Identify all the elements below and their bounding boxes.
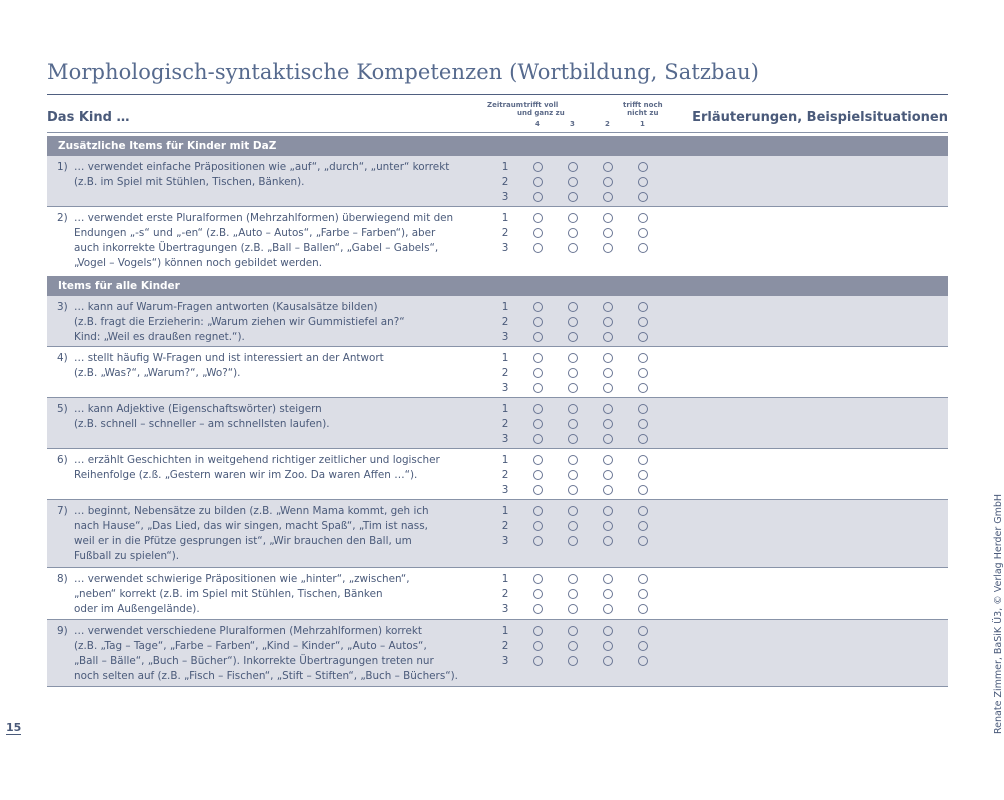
item-description: … verwendet einfache Präpositionen wie „auf“, „durch“, „unter“ korrekt (z.B. im Spiel mit Stühlen, Tischen, Bänken). [74, 161, 450, 188]
zeitraum-column [499, 504, 511, 549]
zeitraum-1: 1 [501, 352, 509, 364]
item-row [47, 347, 948, 398]
rating-radio-1[interactable] [638, 604, 648, 614]
zeitraum-2: 2 [501, 640, 509, 652]
rating-radio-2[interactable] [603, 192, 613, 202]
item-text [57, 504, 487, 564]
item-number: 6) [57, 454, 68, 466]
item-description: … verwendet schwierige Präpositionen wie „hinter“, „zwischen“, „neben“ korrekt (z.B. im Spiel mit Stühlen, Tischen, Bänken oder im Außengelände). [74, 573, 410, 615]
rating-radio-3[interactable] [568, 162, 578, 172]
rating-radio-2[interactable] [603, 368, 613, 378]
item-number: 8) [57, 573, 68, 585]
rating-radio-2[interactable] [603, 521, 613, 531]
rating-radio-1[interactable] [638, 162, 648, 172]
zeitraum-1: 1 [501, 505, 509, 517]
section-header-daz: Zusätzliche Items für Kinder mit DaZ [47, 136, 948, 156]
rating-radio-4[interactable] [533, 332, 543, 342]
item-row [47, 449, 948, 500]
header-zeitraum: Zeitraum [487, 101, 524, 109]
rating-radio-4[interactable] [533, 455, 543, 465]
zeitraum-3: 3 [501, 191, 509, 203]
item-row [47, 500, 948, 568]
item-row [47, 620, 948, 687]
rating-radio-1[interactable] [638, 383, 648, 393]
rating-radio-4[interactable] [533, 213, 543, 223]
item-description: … verwendet verschiedene Pluralformen (Mehrzahlformen) korrekt (z.B. „Tag – Tage“, „Farbe – Farben“, „Kind – Kinder“, „Auto – Autos“, „Ball – Bälle“, „Buch – Bücher“). Inkorrekte Übertragungen treten nur noch selten auf (z.B. „Fisch – Fischen“, „Stift – Stiften“, „Buch – Büchers“). [74, 625, 458, 682]
rating-radio-1[interactable] [638, 574, 648, 584]
rating-radio-3[interactable] [568, 228, 578, 238]
rating-radio-4[interactable] [533, 506, 543, 516]
zeitraum-column [499, 300, 511, 345]
rating-radio-4[interactable] [533, 302, 543, 312]
rating-radio-4[interactable] [533, 470, 543, 480]
rating-radio-3[interactable] [568, 192, 578, 202]
item-description: … stellt häufig W-Fragen und ist interessiert an der Antwort (z.B. „Was?“, „Warum?“, „Wo?“). [74, 352, 384, 379]
rating-radio-2[interactable] [603, 434, 613, 444]
rating-radio-2[interactable] [603, 656, 613, 666]
rating-radio-4[interactable] [533, 177, 543, 187]
item-text [57, 300, 487, 345]
zeitraum-column [499, 624, 511, 669]
rating-radio-4[interactable] [533, 162, 543, 172]
scale-label-1: 1 [640, 120, 645, 128]
rating-radio-3[interactable] [568, 604, 578, 614]
rating-radio-1[interactable] [638, 536, 648, 546]
rating-radio-1[interactable] [638, 404, 648, 414]
header-divider [47, 132, 948, 133]
zeitraum-1: 1 [501, 161, 509, 173]
rating-radio-2[interactable] [603, 162, 613, 172]
zeitraum-1: 1 [501, 212, 509, 224]
rating-radio-1[interactable] [638, 506, 648, 516]
rating-radio-3[interactable] [568, 383, 578, 393]
rating-radio-3[interactable] [568, 332, 578, 342]
rating-radio-2[interactable] [603, 589, 613, 599]
rating-radio-4[interactable] [533, 404, 543, 414]
column-header-explanations: Erläuterungen, Beispielsituationen [692, 110, 948, 125]
zeitraum-3: 3 [501, 655, 509, 667]
scale-label-2: 2 [605, 120, 610, 128]
zeitraum-2: 2 [501, 176, 509, 188]
rating-radio-1[interactable] [638, 589, 648, 599]
rating-radio-4[interactable] [533, 368, 543, 378]
zeitraum-1: 1 [501, 301, 509, 313]
zeitraum-column [499, 453, 511, 498]
zeitraum-column [499, 211, 511, 256]
item-text [57, 351, 487, 381]
zeitraum-3: 3 [501, 242, 509, 254]
rating-radio-3[interactable] [568, 243, 578, 253]
rating-radio-4[interactable] [533, 626, 543, 636]
rating-radio-4[interactable] [533, 192, 543, 202]
rating-radio-2[interactable] [603, 574, 613, 584]
item-number: 7) [57, 505, 68, 517]
zeitraum-1: 1 [501, 403, 509, 415]
rating-radio-1[interactable] [638, 521, 648, 531]
item-description: … verwendet erste Pluralformen (Mehrzahlformen) überwiegend mit den Endungen „-s“ und „-en“ (z.B. „Auto – Autos“, „Farbe – Farben“), aber auch inkorrekte Übertragungen (z.B. „Ball – Ballen“, „Gabel – Gabels“, „Vogel – Vogels“) können noch gebildet werden. [74, 212, 454, 269]
rating-radio-1[interactable] [638, 228, 648, 238]
rating-radio-2[interactable] [603, 626, 613, 636]
column-header-child: Das Kind … [47, 110, 130, 125]
rating-radio-1[interactable] [638, 485, 648, 495]
page-number: 15 [6, 721, 22, 734]
rating-radio-3[interactable] [568, 404, 578, 414]
item-text [57, 572, 487, 617]
zeitraum-2: 2 [501, 367, 509, 379]
zeitraum-3: 3 [501, 484, 509, 496]
item-description: … erzählt Geschichten in weitgehend richtiger zeitlicher und logischer Reihenfolge (z.ß. „Gestern waren wir im Zoo. Da waren Affen …“). [74, 454, 440, 481]
rating-radio-2[interactable] [603, 470, 613, 480]
rating-radio-2[interactable] [603, 604, 613, 614]
rating-radio-4[interactable] [533, 641, 543, 651]
zeitraum-1: 1 [501, 573, 509, 585]
rating-radio-1[interactable] [638, 243, 648, 253]
rating-radio-1[interactable] [638, 419, 648, 429]
rating-radio-3[interactable] [568, 626, 578, 636]
rating-radio-3[interactable] [568, 177, 578, 187]
item-text [57, 453, 487, 483]
rating-radio-1[interactable] [638, 455, 648, 465]
header-trifft-noch-nicht: trifft noch nicht zu [623, 101, 663, 117]
rating-radio-4[interactable] [533, 317, 543, 327]
item-row [47, 568, 948, 620]
zeitraum-3: 3 [501, 331, 509, 343]
rating-radio-1[interactable] [638, 434, 648, 444]
rating-radio-2[interactable] [603, 419, 613, 429]
rating-radio-4[interactable] [533, 353, 543, 363]
rating-radio-1[interactable] [638, 368, 648, 378]
zeitraum-column [499, 351, 511, 396]
rating-radio-1[interactable] [638, 641, 648, 651]
rating-radio-4[interactable] [533, 485, 543, 495]
rating-radio-3[interactable] [568, 317, 578, 327]
item-number: 9) [57, 625, 68, 637]
zeitraum-3: 3 [501, 535, 509, 547]
rating-radio-4[interactable] [533, 243, 543, 253]
rating-radio-2[interactable] [603, 455, 613, 465]
item-row [47, 296, 948, 347]
rating-radio-1[interactable] [638, 470, 648, 480]
rating-radio-4[interactable] [533, 228, 543, 238]
rating-radio-3[interactable] [568, 470, 578, 480]
item-number: 5) [57, 403, 68, 415]
item-text [57, 402, 487, 432]
rating-radio-1[interactable] [638, 317, 648, 327]
rating-radio-3[interactable] [568, 589, 578, 599]
section-header-all-children: Items für alle Kinder [47, 276, 948, 296]
zeitraum-2: 2 [501, 316, 509, 328]
scale-label-4: 4 [535, 120, 540, 128]
rating-radio-4[interactable] [533, 383, 543, 393]
zeitraum-2: 2 [501, 588, 509, 600]
rating-radio-2[interactable] [603, 302, 613, 312]
item-row [47, 156, 948, 207]
item-number: 1) [57, 161, 68, 173]
item-row [47, 398, 948, 449]
rating-radio-1[interactable] [638, 213, 648, 223]
rating-radio-2[interactable] [603, 228, 613, 238]
item-description: … kann Adjektive (Eigenschaftswörter) steigern (z.B. schnell – schneller – am schnellsten laufen). [74, 403, 330, 430]
rating-radio-2[interactable] [603, 383, 613, 393]
item-number: 3) [57, 301, 68, 313]
rating-radio-1[interactable] [638, 656, 648, 666]
zeitraum-2: 2 [501, 418, 509, 430]
item-number: 4) [57, 352, 68, 364]
rating-radio-2[interactable] [603, 485, 613, 495]
rating-radio-2[interactable] [603, 332, 613, 342]
rating-radio-3[interactable] [568, 455, 578, 465]
item-description: … kann auf Warum-Fragen antworten (Kausalsätze bilden) (z.B. fragt die Erzieherin: „Warum ziehen wir Gummistiefel an?“ Kind: „Weil es draußen regnet.“). [74, 301, 405, 343]
rating-radio-3[interactable] [568, 536, 578, 546]
rating-radio-2[interactable] [603, 536, 613, 546]
page-title: Morphologisch-syntaktische Kompetenzen (Wortbildung, Satzbau) [47, 60, 760, 84]
rating-radio-4[interactable] [533, 434, 543, 444]
rating-radio-2[interactable] [603, 243, 613, 253]
rating-radio-3[interactable] [568, 521, 578, 531]
rating-radio-3[interactable] [568, 213, 578, 223]
rating-radio-1[interactable] [638, 192, 648, 202]
rating-radio-3[interactable] [568, 434, 578, 444]
zeitraum-column [499, 572, 511, 617]
zeitraum-1: 1 [501, 625, 509, 637]
zeitraum-3: 3 [501, 603, 509, 615]
zeitraum-3: 3 [501, 382, 509, 394]
rating-radio-4[interactable] [533, 656, 543, 666]
zeitraum-2: 2 [501, 227, 509, 239]
rating-radio-1[interactable] [638, 177, 648, 187]
rating-radio-3[interactable] [568, 641, 578, 651]
rating-radio-3[interactable] [568, 353, 578, 363]
rating-radio-3[interactable] [568, 419, 578, 429]
scale-label-3: 3 [570, 120, 575, 128]
rating-radio-1[interactable] [638, 626, 648, 636]
item-description: … beginnt, Nebensätze zu bilden (z.B. „Wenn Mama kommt, geh ich nach Hause“, „Das Lied, das wir singen, macht Spaß“, „Tim ist nass, weil er in die Pfütze gesprungen ist“, „Wir brauchen den Ball, um Fußball zu spielen“). [74, 505, 429, 562]
rating-radio-3[interactable] [568, 485, 578, 495]
rating-radio-3[interactable] [568, 506, 578, 516]
item-row [47, 207, 948, 275]
rating-radio-1[interactable] [638, 353, 648, 363]
rating-radio-2[interactable] [603, 353, 613, 363]
rating-radio-4[interactable] [533, 574, 543, 584]
rating-radio-1[interactable] [638, 332, 648, 342]
zeitraum-2: 2 [501, 469, 509, 481]
rating-radio-3[interactable] [568, 574, 578, 584]
zeitraum-column [499, 160, 511, 205]
rating-radio-2[interactable] [603, 317, 613, 327]
rating-radio-4[interactable] [533, 419, 543, 429]
item-text [57, 624, 487, 684]
rating-radio-1[interactable] [638, 302, 648, 312]
rating-radio-4[interactable] [533, 589, 543, 599]
rating-radio-2[interactable] [603, 213, 613, 223]
rating-radio-4[interactable] [533, 521, 543, 531]
zeitraum-3: 3 [501, 433, 509, 445]
rating-radio-2[interactable] [603, 404, 613, 414]
zeitraum-1: 1 [501, 454, 509, 466]
title-divider [47, 94, 948, 95]
rating-radio-2[interactable] [603, 506, 613, 516]
rating-radio-2[interactable] [603, 641, 613, 651]
copyright-credit: Renate Zimmer, BaSiK Ü3, © Verlag Herder GmbH [993, 493, 1004, 734]
item-text [57, 160, 487, 190]
rating-radio-4[interactable] [533, 536, 543, 546]
rating-radio-4[interactable] [533, 604, 543, 614]
zeitraum-column [499, 402, 511, 447]
item-number: 2) [57, 212, 68, 224]
rating-radio-3[interactable] [568, 656, 578, 666]
header-trifft-voll: trifft voll und ganz zu [517, 101, 565, 117]
rating-radio-3[interactable] [568, 302, 578, 312]
zeitraum-2: 2 [501, 520, 509, 532]
item-text [57, 211, 487, 271]
rating-radio-3[interactable] [568, 368, 578, 378]
rating-radio-2[interactable] [603, 177, 613, 187]
